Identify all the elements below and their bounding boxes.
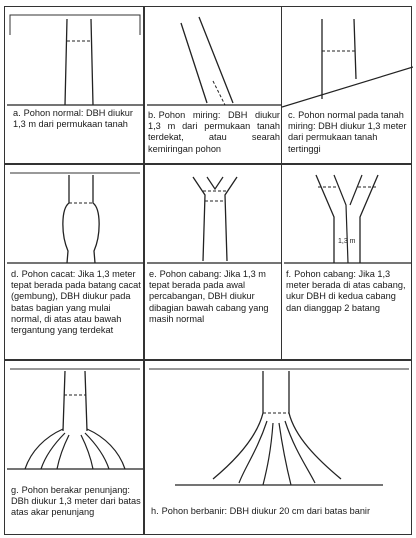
panel-e-forked-tree-at-fork xyxy=(144,164,282,360)
panel-b-leaning-tree xyxy=(144,6,282,164)
panel-a-normal-tree xyxy=(4,6,144,164)
panel-g-stilt-root-tree xyxy=(4,360,144,535)
caption-a: a. Pohon normal: DBH diukur 1,3 m dari permukaan tanah xyxy=(13,108,133,130)
normal-tree-illustration xyxy=(5,7,145,165)
caption-f: f. Pohon cabang: Jika 1,3 meter berada di atas cabang, ukur DBH di kedua cabang dan dianggap 2 batang xyxy=(286,269,406,313)
caption-g: g. Pohon berakar penunjang: DBh diukur 1,3 meter dari batas atas akar penunjang xyxy=(11,485,141,518)
double-stem-tree-illustration xyxy=(282,165,413,361)
caption-e: e. Pohon cabang: Jika 1,3 m tepat berada pada awal percabangan, DBH diukur dibagian bawah cabang yang masih normal xyxy=(149,269,269,324)
caption-d: d. Pohon cacat: Jika 1,3 meter tepat berada pada batang cacat (gembung), DBH diukur pada batas bagian yang mulai normal, di atas atau bawah tergantung yang terdekat xyxy=(11,269,141,336)
panel-c-tree-on-slope xyxy=(281,6,412,164)
caption-c: c. Pohon normal pada tanah miring: DBH diukur 1,3 meter dari permukaan tanah tertinggi xyxy=(288,110,407,154)
caption-b: b. Pohon miring: DBH diukur 1,3 m dari permukaan tanah terdekat, atau searah kemiringan pohon xyxy=(148,110,280,154)
forked-tree-illustration xyxy=(145,165,283,361)
height-label: 1,3 m xyxy=(338,238,356,245)
caption-h: h. Pohon berbanir: DBH diukur 20 cm dari batas banir xyxy=(151,506,371,516)
panel-h-buttress-tree xyxy=(144,360,412,535)
panel-f-forked-tree-below xyxy=(281,164,412,360)
panel-d-defective-tree xyxy=(4,164,144,360)
